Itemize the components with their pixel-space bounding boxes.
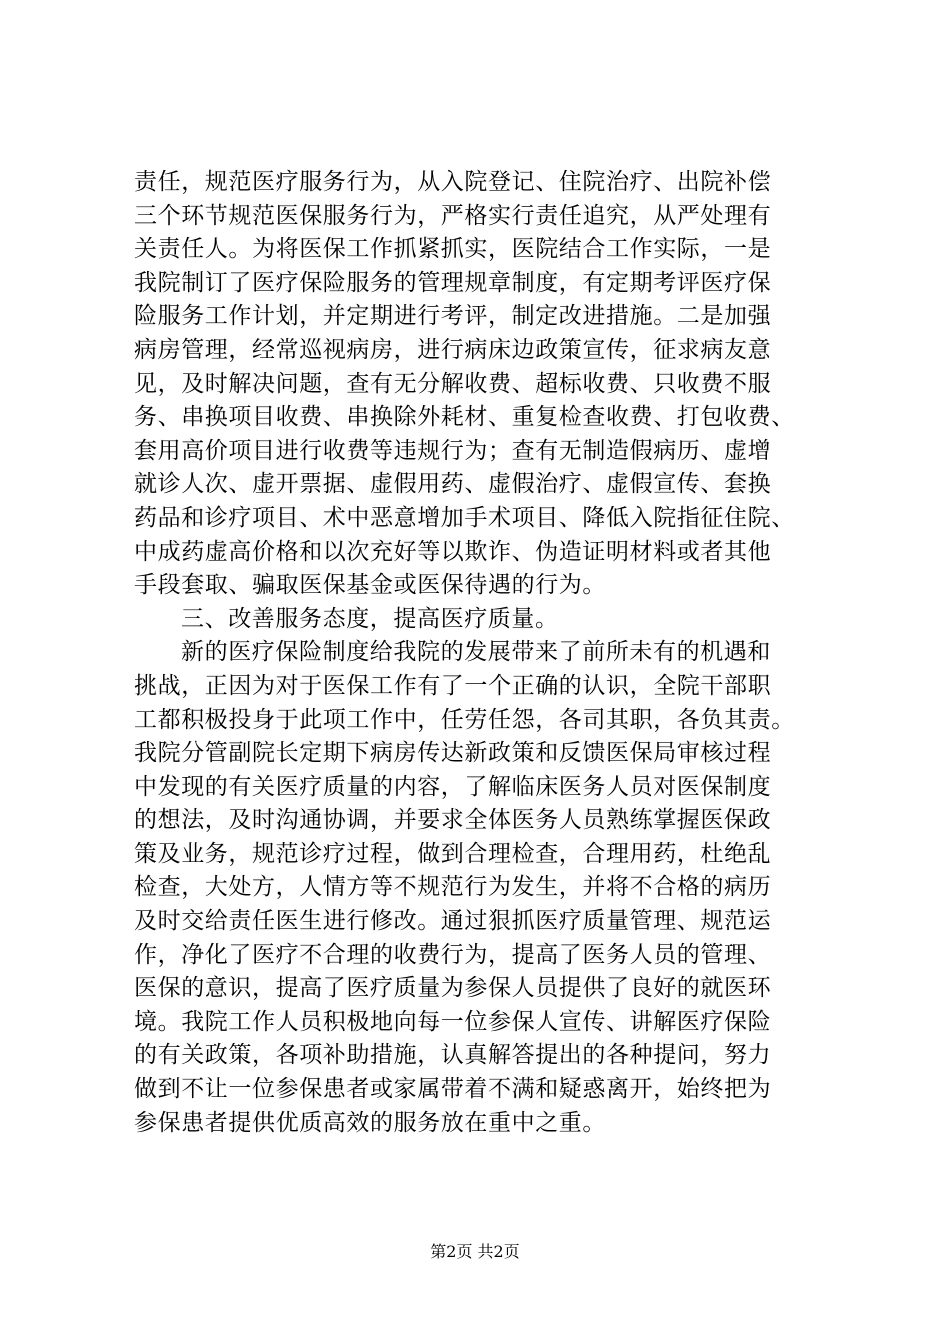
document-body [134, 166, 834, 1140]
text-line: 策及业务，规范诊疗过程，做到合理检查，合理用药，杜绝乱 [134, 840, 772, 867]
text-line: 责任，规范医疗服务行为，从入院登记、住院治疗、出院补偿 [134, 169, 772, 195]
text-line: 中发现的有关医疗质量的内容，了解临床医务人员对医保制度 [134, 773, 772, 800]
text-line: 中成药虚高价格和以次充好等以欺诈、伪造证明材料或者其他 [134, 538, 772, 565]
text-line: 就诊人次、虚开票据、虚假用药、虚假治疗、虚假宣传、套换 [134, 471, 772, 498]
text-line: 检查，大处方，人情方等不规范行为发生，并将不合格的病历 [134, 874, 772, 901]
text-line: 挑战，正因为对于医保工作有了一个正确的认识，全院干部职 [134, 672, 772, 699]
text-line: 境。我院工作人员积极地向每一位参保人宣传、讲解医疗保险 [134, 1008, 772, 1035]
text-line: 套用高价项目进行收费等违规行为；查有无制造假病历、虚增 [134, 437, 772, 464]
text-line: 我院制订了医疗保险服务的管理规章制度，有定期考评医疗保 [134, 269, 772, 296]
text-line: 及时交给责任医生进行修改。通过狠抓医疗质量管理、规范运 [134, 908, 772, 935]
text-line: 见，及时解决问题，查有无分解收费、超标收费、只收费不服 [134, 370, 772, 397]
text-line: 工都积极投身于此项工作中，任劳任怨，各司其职，各负其责。 [134, 706, 795, 733]
text-line: 药品和诊疗项目、术中恶意增加手术项目、降低入院指征住院、 [134, 504, 795, 531]
text-line: 的有关政策，各项补助措施，认真解答提出的各种提问，努力 [134, 1042, 772, 1069]
text-line: 新的医疗保险制度给我院的发展带来了前所未有的机遇和 [181, 639, 771, 666]
text-line: 作，净化了医疗不合理的收费行为，提高了医务人员的管理、 [134, 941, 772, 968]
text-line: 我院分管副院长定期下病房传达新政策和反馈医保局审核过程 [134, 740, 772, 767]
text-line: 务、串换项目收费、串换除外耗材、重复检查收费、打包收费、 [134, 404, 795, 431]
text-line: 关责任人。为将医保工作抓紧抓实，医院结合工作实际，一是 [134, 236, 772, 263]
text-line: 医保的意识，提高了医疗质量为参保人员提供了良好的就医环 [134, 975, 772, 1002]
page-number-footer: 第2页 共2页 [430, 1242, 520, 1261]
text-line: 险服务工作计划，并定期进行考评，制定改进措施。二是加强 [134, 303, 772, 330]
section-heading: 三、改善服务态度，提高医疗质量。 [181, 605, 559, 632]
text-line: 手段套取、骗取医保基金或医保待遇的行为。 [134, 572, 606, 599]
text-line: 参保患者提供优质高效的服务放在重中之重。 [134, 1109, 606, 1136]
text-line: 做到不让一位参保患者或家属带着不满和疑惑离开，始终把为 [134, 1076, 772, 1103]
text-line: 病房管理，经常巡视病房，进行病床边政策宣传，征求病友意 [134, 336, 772, 363]
text-line: 三个环节规范医保服务行为，严格实行责任追究，从严处理有 [134, 202, 772, 229]
text-line: 的想法，及时沟通协调，并要求全体医务人员熟练掌握医保政 [134, 807, 772, 834]
